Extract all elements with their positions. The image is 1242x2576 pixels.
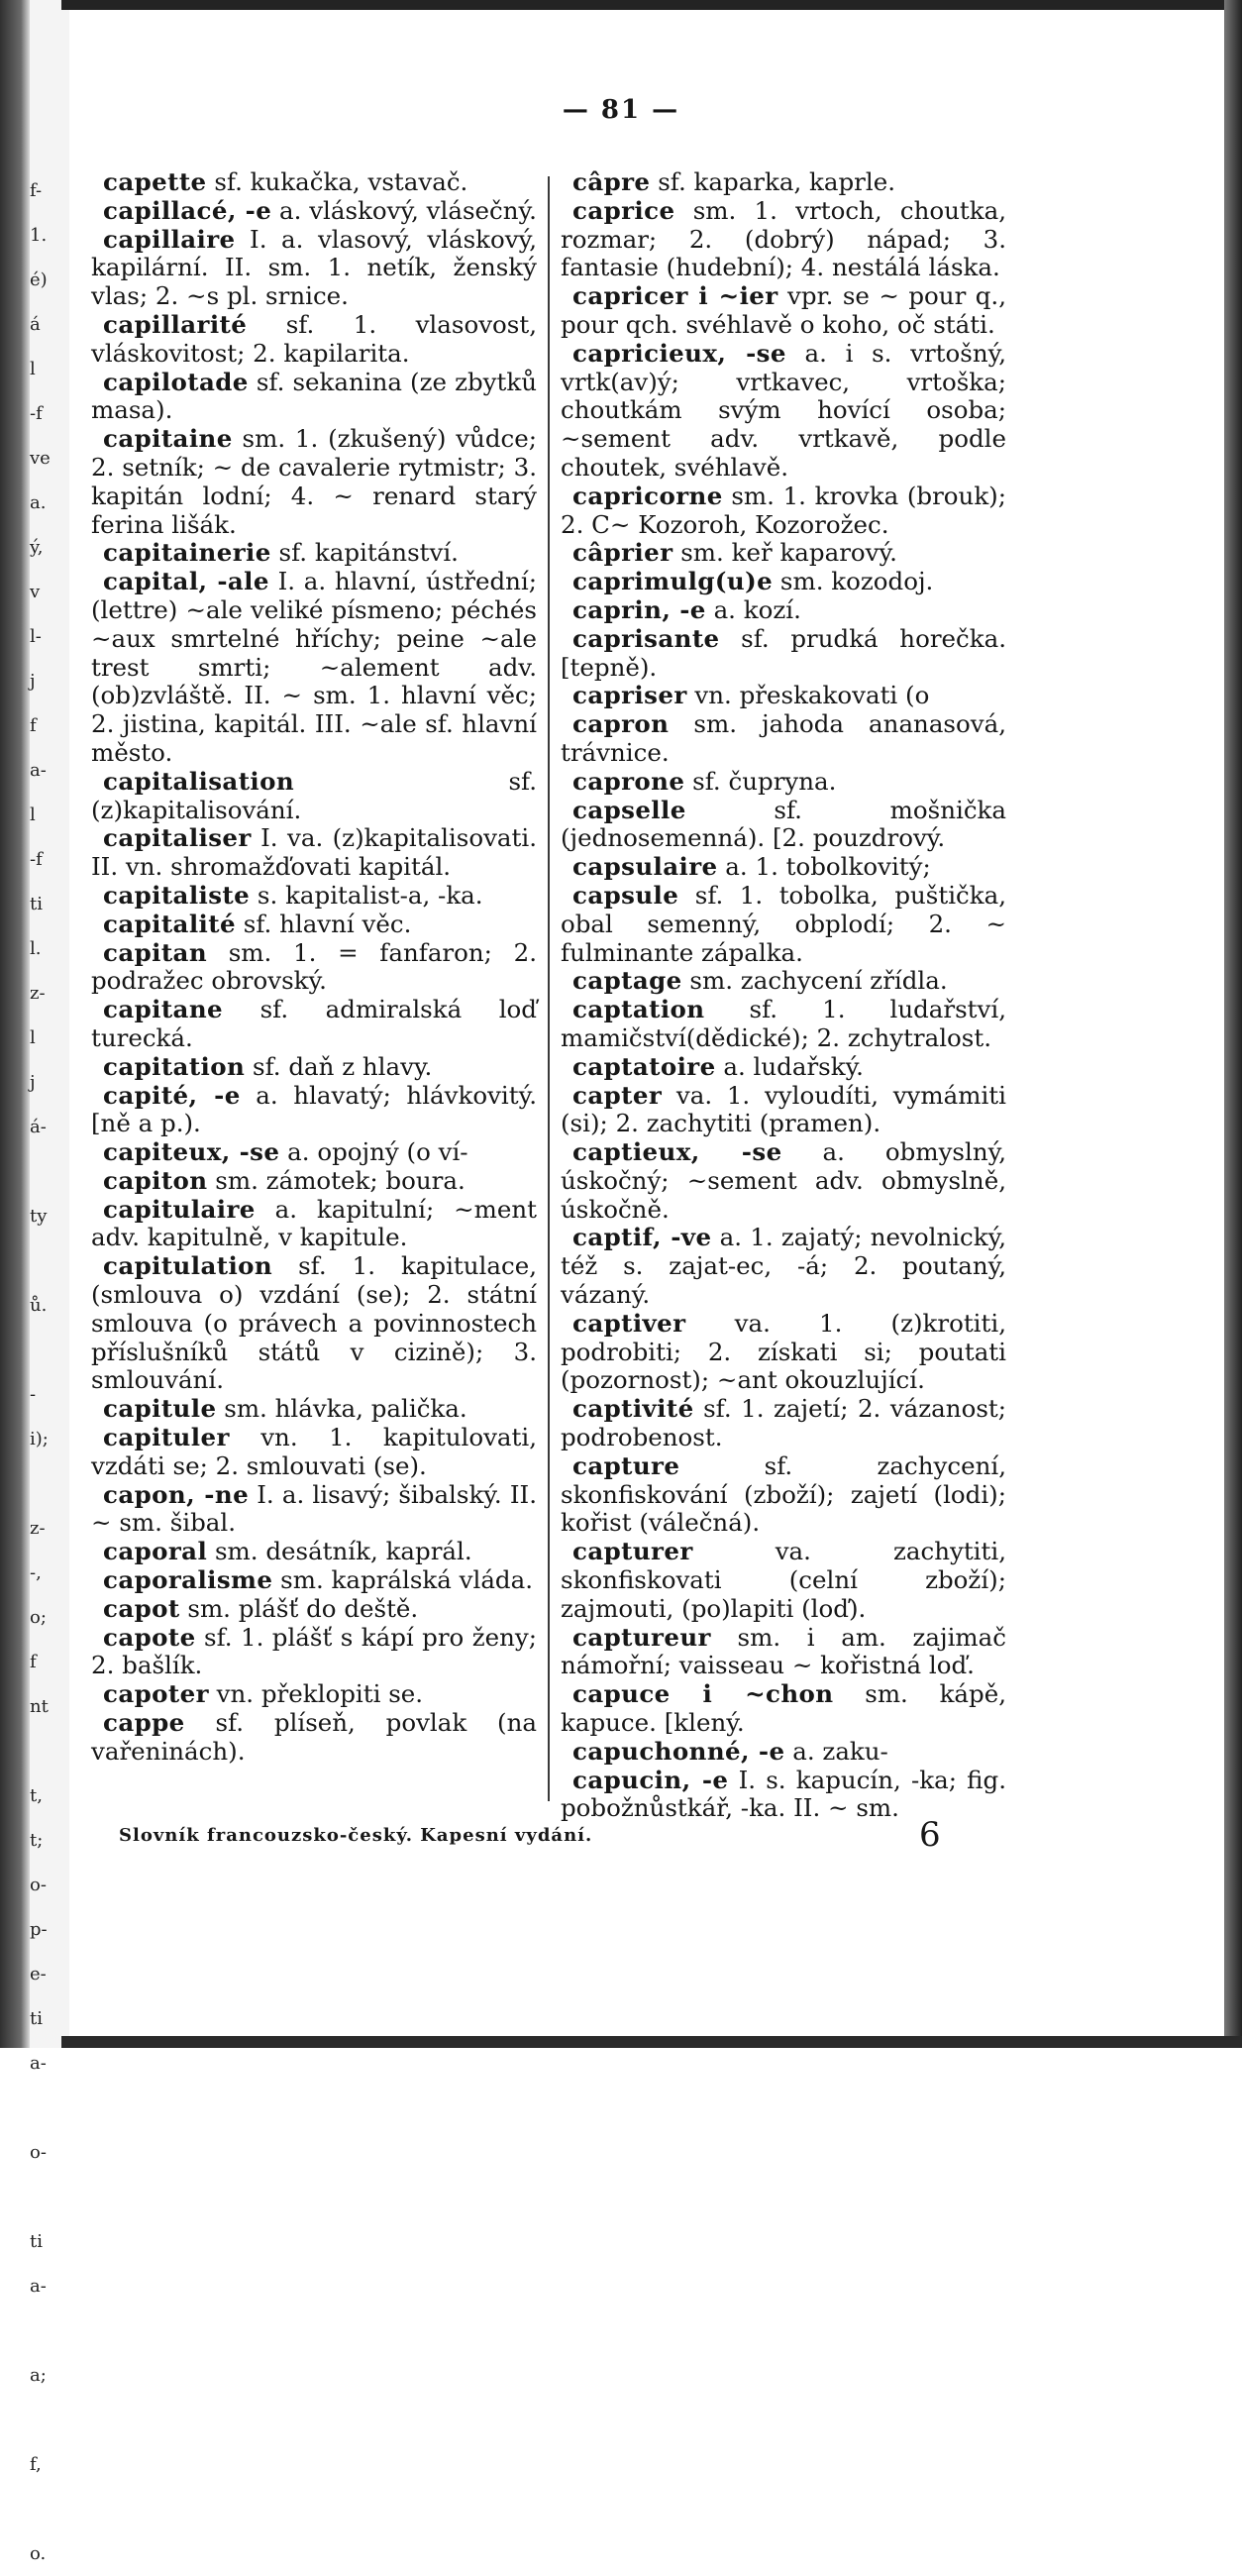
entry-headword: caporalisme [103,1565,273,1595]
entry-definition: sm. kozodoj. [773,567,934,596]
entry-definition: sf. 1. ludařství, mamičství(dědické); 2. zchytralost. [561,995,1006,1052]
gutter-fragment: -, [30,1562,42,1583]
entry-headword: capitulation [103,1251,273,1281]
entry-definition: sm. zachycení zřídla. [681,966,948,996]
dictionary-entry [91,939,537,997]
page-number: — 81 — [562,95,680,125]
entry-headword: capillarité [103,309,248,339]
entry-headword: captivité [572,1394,694,1424]
entry-headword: capilotade [103,367,249,396]
gutter-fragment: f, [30,2454,42,2475]
entry-headword: caprone [572,766,685,796]
gutter-fragment: e- [30,1964,47,1985]
entry-definition: sm. kaprálská vláda. [272,1565,534,1595]
gutter-fragment: j [30,671,36,692]
dictionary-entry [91,1395,537,1424]
entry-definition: va. 1. (z)krotiti, podrobiti; 2. získati si; poutati (pozornost); ~ant okouzlující. [561,1308,1006,1395]
entry-definition: sf. 1. vlasovost, vláskovitost; 2. kapilarita. [91,309,537,368]
entry-definition: sf. (z)kapitalisování. [91,766,537,824]
entry-definition: a. obmyslný, úskočný; ~sement adv. obmyslně, úskočně. [561,1137,1006,1224]
gutter-fragment: a- [30,760,47,781]
gutter-fragment: 1. [30,225,48,246]
entry-headword: capsule [572,880,679,910]
entry-definition: a. zaku- [784,1736,888,1766]
gutter-fragment: -f [30,849,43,870]
gutter-fragment: ti [30,894,43,914]
entry-definition: a. 1. tobolkovitý; [717,852,931,882]
dictionary-entry [91,824,537,882]
entry-definition: sm. 1. (zkušený) vůdce; 2. setník; ~ de cavalerie rytmistr; 3. kapitán lodní; 4. ~ renard starý ferina lišák. [91,424,537,539]
signature-mark: 6 [919,1815,941,1855]
entry-definition: sf. zachycení, skonfiskování (zboží); zajetí (lodi); kořist (válečná). [561,1450,1006,1538]
gutter-fragment: f- [30,180,43,201]
entry-definition: I. va. (z)kapitalisovati. II. vn. shromažďovati kapitál. [91,823,537,882]
column-divider [548,176,550,1801]
gutter-fragment: ve [30,448,51,469]
entry-headword: capoter [103,1679,209,1709]
dictionary-entry [91,568,537,768]
entry-definition: va. zachytiti, skonfiskovati (celní zboží); zajmouti, (po)lapiti (loď). [561,1537,1006,1623]
dictionary-entry [91,1167,537,1196]
dictionary-entry [561,1624,1006,1681]
entry-headword: capitation [103,1051,246,1081]
entry-definition: vn. překlopiti se. [208,1679,424,1709]
dictionary-entry [91,1424,537,1481]
dictionary-entry [91,882,537,911]
entry-headword: capillaire [103,224,236,254]
gutter-fragment [30,1328,65,1372]
gutter-fragment [30,1461,65,1506]
entry-definition: sf. kaparka, kaprle. [650,167,896,196]
dictionary-entry [561,483,1006,540]
gutter-fragment: j [30,1072,36,1093]
dictionary-entry [561,1310,1006,1395]
entry-headword: capiteux, -se [103,1137,280,1167]
entry-definition: sf. daň z hlavy. [245,1051,433,1081]
entry-definition: vpr. se ~ pour q., pour qch. svéhlavě o koho, oč státi. [561,281,1006,339]
entry-headword: capitalité [103,909,236,938]
footer-book-title: Slovník francouzsko-český. Kapesní vydání. [119,1825,593,1846]
entry-definition: a. vláskový, vlásečný. [271,195,537,225]
entry-headword: captiver [572,1308,686,1338]
dictionary-entry [91,1538,537,1566]
entry-headword: capon, -ne [103,1479,250,1509]
dictionary-entry [91,1595,537,1624]
gutter-fragment: l- [30,626,42,647]
gutter-fragment: ů. [30,1295,48,1316]
entry-definition: sm. desátník, kaprál. [207,1537,472,1566]
dictionary-entry [561,797,1006,854]
dictionary-entry [561,1680,1006,1738]
gutter-fragment: á [30,314,41,335]
entry-definition: sf. 1. kapitulace, (smlouva o) vzdání (se); 2. státní smlouva (o právech a povinnostech příslušníků států v cizině); 3. smlouvání. [91,1251,537,1395]
dictionary-entry [561,1224,1006,1309]
entry-definition: s. kapitalist-a, -ka. [250,880,483,910]
entry-headword: capitaine [103,424,233,454]
entry-definition: sf. kukačka, vstavač. [206,167,468,196]
entry-definition: a. ludařský. [715,1051,864,1081]
entry-headword: capiton [103,1165,208,1195]
entry-headword: capricorne [572,481,723,510]
entry-headword: captif, -ve [572,1223,712,1252]
gutter-fragment [30,2308,65,2353]
dictionary-entry [561,967,1006,996]
entry-headword: capitan [103,937,208,967]
entry-headword: captureur [572,1622,711,1652]
entry-headword: capitulaire [103,1194,256,1224]
dictionary-entry [91,226,537,311]
page-border-bottom [61,2036,1242,2048]
entry-headword: capsulaire [572,852,718,882]
entry-definition: a. opojný (o ví- [279,1137,468,1167]
gutter-fragment [30,2175,65,2219]
dictionary-entry [91,996,537,1053]
gutter-fragment: p- [30,1919,48,1940]
gutter-fragment: f [30,1652,37,1672]
dictionary-entry [561,1538,1006,1623]
dictionary-entry [561,340,1006,483]
gutter-fragment [30,1149,65,1194]
entry-definition: a. i s. vrtošný, vrtk(av)ý; vrtkavec, vrtoška; choutkám svým hovící osoba; ~sement adv. vrtkavě, podle choutek, svéhlavě. [561,338,1006,482]
gutter-fragment: o. [30,2543,47,2564]
entry-definition: sm. keř kaparový. [673,538,897,568]
entry-definition: sf. mošnička (jednosemenná). [2. pouzdrový. [561,795,1006,853]
dictionary-entry [91,768,537,825]
entry-headword: captatoire [572,1051,716,1081]
dictionary-entry [91,1252,537,1395]
dictionary-entry [91,168,537,197]
entry-definition: a. kozí. [705,594,801,624]
dictionary-entry [561,197,1006,282]
dictionary-entry [91,1082,537,1139]
entry-definition: va. 1. vyloudíti, vymámiti (si); 2. zachytiti (pramen). [561,1080,1006,1138]
entry-headword: capitainerie [103,538,271,568]
gutter-fragment: l [30,805,36,825]
entry-headword: capricer i ~ier [572,281,778,311]
entry-definition: sm. plášť do deště. [179,1593,419,1623]
entry-definition: sf. sekanina (ze zbytků masa). [91,367,537,425]
gutter-fragment: ti [30,2008,43,2029]
dictionary-entry [91,1138,537,1167]
dictionary-entry [561,1452,1006,1538]
previous-page-text-fragments [30,168,65,2576]
entry-definition: sf. admiralská loď turecká. [91,995,537,1052]
entry-headword: capuce i ~chon [572,1679,834,1709]
gutter-fragment: ti [30,2231,43,2252]
dictionary-entry [561,1395,1006,1452]
entry-definition: sf. 1. tobolka, puštička, obal semenný, obplodí; 2. ~ fulminante zápalka. [561,880,1006,967]
gutter-fragment: -f [30,403,43,424]
gutter-fragment: t, [30,1785,43,1806]
dictionary-entry [561,282,1006,340]
entry-definition: sf. prudká horečka. [tepně). [561,623,1006,682]
entry-headword: capitalisation [103,766,295,796]
dictionary-entry [561,1082,1006,1139]
entry-headword: caprice [572,195,675,225]
entry-definition: a. 1. zajatý; nevolnický, též s. zajat-ec, -á; 2. poutaný, vázaný. [561,1223,1007,1310]
gutter-fragment: a- [30,2276,47,2297]
entry-headword: capital, -ale [103,567,269,596]
entry-headword: caprin, -e [572,594,706,624]
dictionary-entry [561,768,1006,797]
entry-headword: capucin, -e [572,1765,729,1794]
gutter-fragment: f [30,715,37,736]
dictionary-entry [91,425,537,539]
entry-definition: sm. 1. = fanfaron; 2. podražec obrovský. [91,937,537,996]
gutter-fragment [30,2086,65,2130]
dictionary-entry [91,911,537,939]
entry-definition: sm. zámotek; boura. [207,1165,466,1195]
gutter-fragment: l [30,359,36,379]
gutter-fragment: z- [30,983,46,1004]
entry-headword: caprisante [572,623,720,653]
entry-definition: vn. přeskakovati (o [686,681,930,710]
dictionary-entry [561,168,1006,197]
dictionary-entry [561,625,1006,683]
entry-headword: capot [103,1593,180,1623]
gutter-fragment: l. [30,938,42,959]
entry-definition: sf. čupryna. [684,766,837,796]
previous-page-edge [0,0,30,2048]
dictionary-entry [561,710,1006,768]
gutter-fragment: i); [30,1429,49,1449]
entry-definition: sm. hlávka, palička. [216,1394,467,1424]
dictionary-entry [561,882,1006,967]
entry-headword: capitaliste [103,880,251,910]
gutter-fragment: o- [30,1875,47,1895]
gutter-fragment [30,1238,65,1283]
dictionary-entry [91,1680,537,1709]
entry-definition: sm. 1. krovka (brouk); 2. C~ Kozoroh, Kozorožec. [561,481,1006,539]
entry-headword: capitane [103,995,224,1024]
dictionary-entry [561,596,1006,625]
dictionary-entry [91,1053,537,1082]
gutter-fragment: é) [30,269,48,290]
entry-headword: captage [572,966,682,996]
dictionary-entry [561,996,1006,1053]
gutter-fragment: nt [30,1696,49,1717]
entry-definition: sf. 1. zajetí; 2. vázanost; podrobenost. [561,1394,1006,1452]
entry-definition: a. kapitulní; ~ment adv. kapitulně, v kapitule. [91,1194,537,1252]
gutter-fragment: t; [30,1830,44,1851]
gutter-fragment: z- [30,1518,46,1539]
entry-definition: sf. hlavní věc. [235,909,412,938]
gutter-fragment [30,2487,65,2531]
dictionary-entry [561,1053,1006,1082]
dictionary-entry [91,1709,537,1767]
dictionary-entry [561,1138,1006,1224]
gutter-fragment [30,2398,65,2442]
entry-headword: capette [103,167,207,196]
dictionary-entry [91,539,537,568]
gutter-fragment: a; [30,2365,47,2386]
entry-definition: sm. kápě, kapuce. [klený. [561,1679,1006,1738]
gutter-fragment: - [30,1384,37,1405]
entry-headword: capote [103,1622,196,1652]
dictionary-entry [561,853,1006,882]
gutter-fragment [30,1729,65,1773]
gutter-fragment: ty [30,1206,48,1227]
entry-definition: sf. plíseň, povlak (na vařeninách). [91,1708,537,1766]
dictionary-entry [561,539,1006,568]
entry-headword: cappe [103,1708,185,1738]
entry-definition: sm. i am. zajimač námořní; vaisseau ~ kořistná loď. [561,1622,1006,1680]
entry-definition: a. hlavatý; hlávkovitý. [ně a p.). [91,1080,537,1138]
dictionary-entry [561,1738,1006,1767]
entry-definition: sm. jahoda ananasová, trávnice. [561,709,1006,767]
entry-headword: captieux, -se [572,1137,782,1167]
dictionary-column-right [561,168,1006,1823]
entry-headword: caporal [103,1537,208,1566]
entry-headword: capillacé, -e [103,195,272,225]
dictionary-entry [91,1624,537,1681]
entry-headword: capituler [103,1423,230,1452]
gutter-fragment: a- [30,2053,47,2074]
entry-definition: sf. kapitánství. [270,538,459,568]
entry-headword: capité, -e [103,1080,241,1110]
entry-headword: capuchonné, -e [572,1736,785,1766]
entry-definition: sf. 1. plášť s kápí pro ženy; 2. bašlík. [91,1622,537,1680]
entry-headword: captation [572,995,705,1024]
dictionary-entry [91,369,537,426]
dictionary-entry [91,197,537,226]
entry-definition: I. a. vlasový, vláskový, kapilární. II. sm. 1. netík, ženský vlas; 2. ~s pl. srnice. [91,224,537,311]
entry-headword: caprimulg(u)e [572,567,774,596]
entry-definition: I. a. lisavý; šibalský. II. ~ sm. šibal. [91,1479,537,1538]
entry-definition: vn. 1. kapitulovati, vzdáti se; 2. smlouvati (se). [91,1423,537,1480]
entry-headword: capitaliser [103,823,252,853]
entry-definition: I. s. kapucín, -ka; fig. pobožnůstkář, -ka. II. ~ sm. [561,1765,1006,1823]
gutter-fragment: l [30,1027,36,1048]
dictionary-entry [561,682,1006,710]
gutter-fragment: á- [30,1117,47,1137]
entry-headword: capturer [572,1537,693,1566]
dictionary-entry [561,568,1006,596]
dictionary-column-left [91,168,537,1767]
entry-headword: capture [572,1450,680,1480]
entry-headword: capter [572,1080,663,1110]
gutter-fragment: a. [30,492,47,513]
dictionary-entry [91,1481,537,1539]
gutter-fragment: o; [30,1607,47,1628]
dictionary-entry [91,1566,537,1595]
entry-headword: câpre [572,167,651,196]
gutter-fragment: o- [30,2142,47,2163]
entry-definition: sm. 1. vrtoch, choutka, rozmar; 2. (dobrý) nápad; 3. fantasie (hudební); 4. nestálá láska. [561,195,1006,282]
entry-headword: câprier [572,538,673,568]
page-border-top [61,0,1242,10]
page-border-right [1224,0,1242,2048]
entry-headword: capselle [572,795,686,824]
entry-definition: I. a. hlavní, ústřední; (lettre) ~ale veliké písmeno; péchés ~aux smrtelné hříchy; peine ~ale trest smrti; ~alement adv. (ob)zvláště. II. ~ sm. 1. hlavní věc; 2. jistina, kapitál. III. ~ale sf. hlavní město. [91,567,537,767]
entry-headword: capitule [103,1394,217,1424]
entry-headword: capriser [572,681,687,710]
gutter-fragment: ý, [30,537,44,558]
entry-headword: capron [572,709,670,739]
dictionary-entry [91,311,537,369]
dictionary-entry [91,1196,537,1253]
entry-headword: capricieux, -se [572,338,786,368]
gutter-fragment: v [30,582,41,602]
